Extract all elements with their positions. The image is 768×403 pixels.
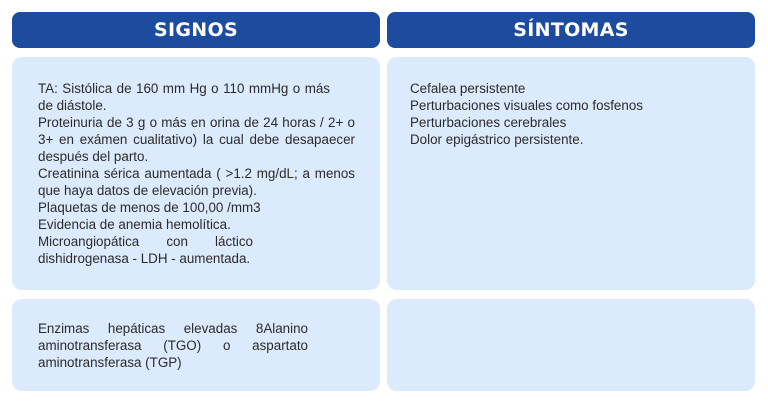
header-sintomas: [387, 12, 755, 48]
signo-item: Plaquetas de menos de 100,00 /mm3: [38, 200, 261, 215]
signos-cell-top: [12, 57, 380, 290]
signo-item: Enzimas hepáticas elevadas 8Alanino aminotransferasa (TGO) o aspartato aminotransferasa (TGP): [38, 321, 308, 370]
sintoma-item: Perturbaciones visuales como fosfenos: [410, 98, 643, 113]
sintomas-cell-bottom: [387, 299, 755, 391]
signo-item: TA: Sistólica de 160 mm Hg o 110 mmHg o más de diástole.: [38, 81, 330, 113]
signos-cell-bottom: [12, 299, 380, 391]
signo-item: Microangiopática con láctico dishidrogenasa - LDH - aumentada.: [38, 234, 253, 266]
sintoma-item: Dolor epigástrico persistente.: [410, 132, 584, 147]
sintomas-cell-top: [387, 57, 755, 290]
header-signos-label: SIGNOS: [154, 19, 238, 41]
signo-item: Evidencia de anemia hemolítica.: [38, 217, 231, 232]
sintoma-item: Cefalea persistente: [410, 81, 526, 96]
header-sintomas-label: SÍNTOMAS: [513, 19, 629, 41]
signo-item: Creatinina sérica aumentada ( >1.2 mg/dL; a menos que haya datos de elevación previa).: [38, 166, 355, 198]
sintoma-item: Perturbaciones cerebrales: [410, 115, 567, 130]
header-signos: [12, 12, 380, 48]
signo-item: Proteinuria de 3 g o más en orina de 24 horas / 2+ o 3+ en exámen cualitativo) la cual debe desapaecer después del parto.: [38, 115, 355, 164]
